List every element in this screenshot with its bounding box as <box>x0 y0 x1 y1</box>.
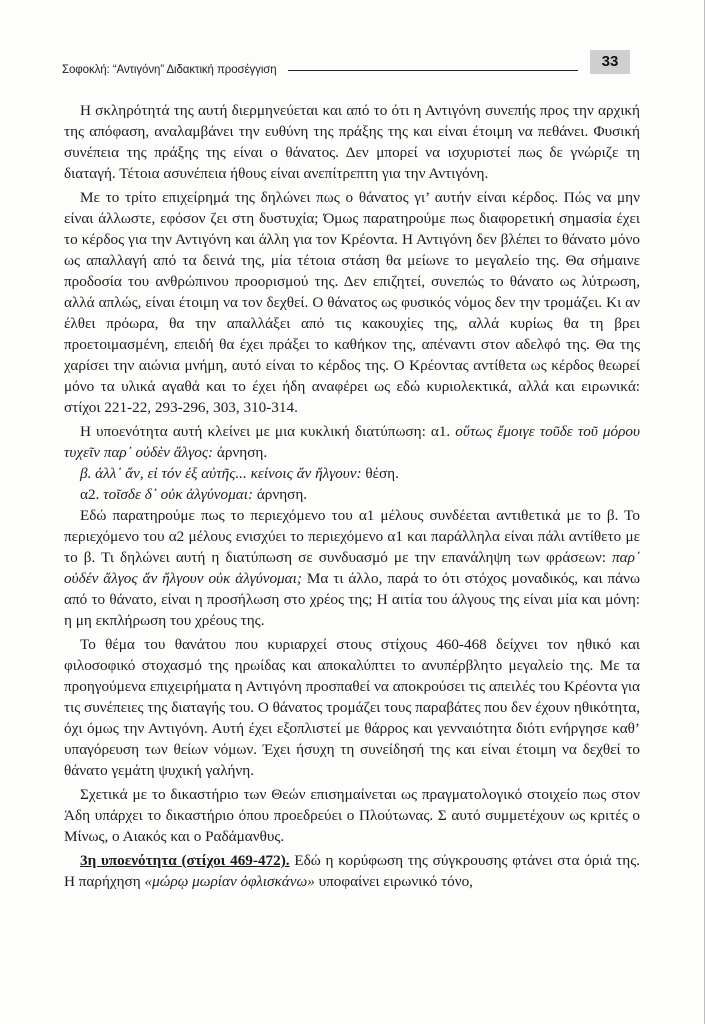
paragraph-5-tail: άρνηση. <box>253 486 308 503</box>
header-rule <box>288 70 578 71</box>
paragraph-6-lead: Εδώ παρατηρούμε πως το περιεχόμενο του α1 μέλους συνδέεται αντιθετικά με το β. Το περιεχόμενο του α2 μέλους ενισχύει το περιεχόμενο α1 και παράλληλα είναι πάλι αντίθετο με το β. Τι δηλώνει αυτή η διατύπωση σε συνδυασμό με την επανάληψη των φράσεων: <box>64 507 640 566</box>
paragraph-9 <box>64 850 640 892</box>
paragraph-5-lead: α2. <box>80 486 104 503</box>
paragraph-4-tail: θέση. <box>361 465 399 482</box>
paragraph-9-lead: Εδώ η κορύφωση της σύγκρουσης φτάνει στα όριά της. Η παρήχηση <box>64 852 641 890</box>
paragraph-9-tail: υποφαίνει ειρωνικό τόνο, <box>314 873 473 890</box>
ancient-quote-paronomasia: «μώρῳ μωρίαν ὀφλισκάνω» <box>144 873 315 890</box>
paragraph-6-tail: Μα τι άλλο, παρά το ότι στόχος μοναδικός, και πάνω από το θάνατο, είναι η προσήλωση στο χρέος της; Η αιτία του άλγους της είναι μία και μόνη: η μη εκπλήρωση του χρέους της. <box>64 570 640 629</box>
subsection-heading: 3η υποενότητα (στίχοι 469-472). <box>80 852 290 869</box>
paragraph-5 <box>64 484 640 505</box>
paragraph-6 <box>64 505 640 631</box>
paragraph-7: Το θέμα του θανάτου που κυριαρχεί στους στίχους 460-468 δείχνει τον ηθικό και φιλοσοφικό στοχασμό της ηρωίδας και αποκαλύπτει το ανυπέρβλητο μεγαλείο της. Με τα προηγούμενα επιχειρήματα η Αντιγόνη προσπαθεί να αποκρούσει τις απειλές του Κρέοντα για τις συνέπειες της διαταγής του. Ο θάνατος τρομάζει τους παραβάτες που δεν έχουν ηθικότητα, όχι όμως την Αντιγόνη. Αυτή έχει εξοπλιστεί με θάρρος και γενναιότητα διότι ενήργησε καθ’ υπαγόρευση των θείων νόμων. Έχει ήσυχη τη συνείδησή της και είναι έτοιμη να δεχθεί το θάνατο γεμάτη ψυχική γαλήνη. <box>64 636 640 779</box>
paragraph-2: Με το τρίτο επιχείρημά της δηλώνει πως ο θάνατος γι’ αυτήν είναι κέρδος. Πώς να μην είναι άλλωστε, εφόσον ζει στη δυστυχία; Όμως παρατηρούμε πως διαφορετική σημασία έχει το κέρδος για την Αντιγόνη και άλλη για τον Κρέοντα. Η Αντιγόνη δεν βλέπει το θάνατο μόνο ως απαλλαγή από τα δεινά της, μία τέτοια στάση θα μείωνε το μεγαλείο της. Θα σήμαινε προδοσία του ανθρώπινου προορισμού της. Δεν επιζητεί, συνεπώς το θάνατο ως λύτρωση, αλλά απλώς, είναι έτοιμη να τον δεχθεί. Ο θάνατος ως φυσικός νόμος δεν την τρομάζει. Κι αν έλθει πρόωρα, θα την απαλλάξει από τις κακουχίες της, αλλά κυρίως θα τη βρει προετοιμασμένη, επειδή θα έχει πράξει το καθήκον της, απέναντι στον αδελφό της. Θα της χαρίσει την αιώνια μνήμη, αυτό είναι το κέρδος της. Ο Κρέοντας αντίθετα ως κέρδος θεωρεί μόνο τα υλικά αγαθά και το έχει ήδη αναφέρει ως εδώ κυριολεκτικά, αλλά και ειρωνικά: στίχοι 221-22, 293-296, 303, 310-314. <box>64 189 640 416</box>
paragraph-3-lead: Η υποενότητα αυτή κλείνει με μια κυκλική διατύπωση: α1. <box>80 423 456 440</box>
paragraph-4 <box>64 463 640 484</box>
paragraph-8: Σχετικά με το δικαστήριο των Θεών επισημαίνεται ως πραγματολογικό στοιχείο πως στον Άδη υπάρχει το δικαστήριο όπου προεδρεύει ο Πλούτωνας. Σ αυτό συμμετέχουν ως κριτές ο Μίνως, ο Αιακός και ο Ραδάμανθυς. <box>64 786 640 845</box>
paragraph-1: Η σκληρότητά της αυτή διερμηνεύεται και από το ότι η Αντιγόνη συνεπής προς την αρχική της απόφαση, αναλαμβάνει την ευθύνη της πράξης της και είναι έτοιμη να πεθάνει. Φυσική συνέπεια της πράξης της είναι ο θάνατος. Δεν μπορεί να ισχυριστεί πως δε γνώριζε τη διαταγή. Τέτοια ασυνέπεια ήθους είναι ανεπίτρεπτη για την Αντιγόνη. <box>64 102 640 182</box>
body-text <box>64 100 640 892</box>
ancient-quote-b: β. ἀλλ᾽ ἄν, εἰ τόν ἐξ αὐτῆς... κείνοις ἄν ἤλγουν: <box>80 465 362 482</box>
ancient-quote-a1: οὕτως ἔμοιγε τοῦδε τοῦ μόρου τυχεῖν παρ᾽ οὐδὲν ἄλγος: <box>64 423 640 461</box>
paragraph-3-tail: άρνηση. <box>213 444 268 461</box>
ancient-quote-a2: τοῖσδε δ᾽ οὐκ ἀλγύνομαι: <box>103 486 254 503</box>
page-number: 33 <box>590 50 630 74</box>
ancient-quote-phrases: παρ᾽ οὐδέν ἄλγος ἄν ἤλγουν οὐκ ἀλγύνομαι; <box>64 549 640 587</box>
running-header-title: Σοφοκλή: “Αντιγόνη” Διδακτική προσέγγιση <box>62 64 277 76</box>
paragraph-3 <box>64 421 640 463</box>
